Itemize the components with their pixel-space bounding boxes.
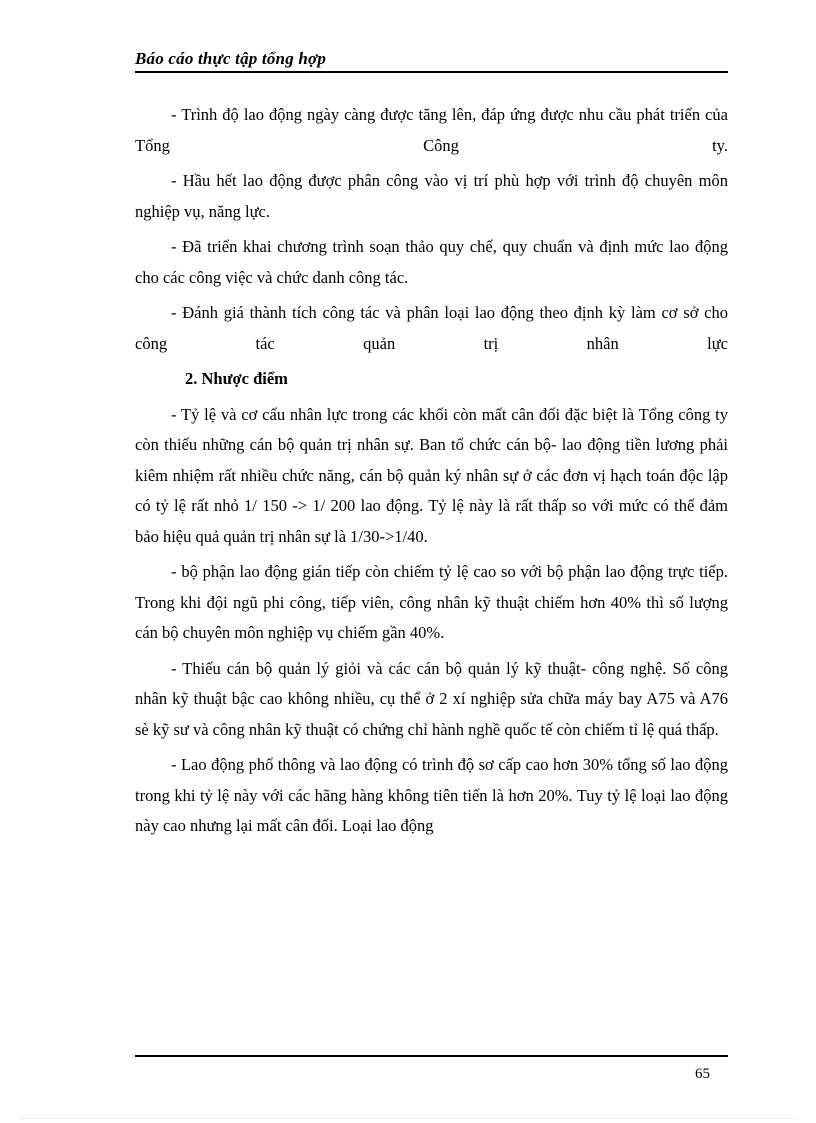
paragraph: - Thiếu cán bộ quản lý giỏi và các cán bộ quản lý kỹ thuật- công nghệ. Số công nhân kỹ thuật bậc cao không nhiều, cụ thể ở 2 xí nghiệp sửa chữa máy bay A75 và A76 sè kỹ sư và công nhân kỹ thuật có chứng chỉ hành nghề quốc tế còn chiếm tỉ lệ quá thấp.: [135, 658, 728, 739]
body-text: [135, 100, 728, 847]
section-heading: 2. Nhược điểm: [185, 369, 288, 388]
page-bottom-divider: [20, 1118, 796, 1119]
running-header-title: Báo cáo thực tập tổng hợp: [135, 49, 327, 68]
paragraph: - Hầu hết lao động được phân công vào vị trí phù hợp với trình độ chuyên môn nghiệp vụ, năng lực.: [135, 171, 728, 221]
page-number: 65: [695, 1066, 710, 1082]
header-rule: [135, 71, 728, 73]
paragraph: - Đánh giá thành tích công tác và phân loại lao động theo định kỳ làm cơ sở cho công tác quản trị nhân lực: [135, 303, 728, 353]
paragraph: - Đã triển khai chương trình soạn thảo quy chế, quy chuẩn và định mức lao động cho các công việc và chức danh công tác.: [135, 237, 728, 287]
paragraph: - bộ phận lao động gián tiếp còn chiếm tỷ lệ cao so với bộ phận lao động trực tiếp. Trong khi đội ngũ phi công, tiếp viên, công nhân kỹ thuật chiếm hơn 40% thì số lượng cán bộ chuyên môn nghiệp vụ chiếm gần 40%.: [135, 562, 728, 642]
paragraph: - Lao động phổ thông và lao động có trình độ sơ cấp cao hơn 30% tổng số lao động trong khi tỷ lệ này với các hãng hàng không tiên tiến là hơn 20%. Tuy tỷ lệ loại lao động này cao nhưng lại mất cân đối. Loại lao động: [135, 755, 728, 835]
footer-rule: [135, 1055, 728, 1057]
paragraph: - Tỷ lệ và cơ cấu nhân lực trong các khối còn mất cân đối đặc biệt là Tổng công ty còn thiếu những cán bộ quản trị nhân sự. Ban tổ chức cán bộ- lao động tiền lương phải kiêm nhiệm rất nhiều chức năng, cán bộ quản ký nhân sự ở các đơn vị hạch toán độc lập có tỷ lệ rất nhỏ 1/ 150 -> 1/ 200 lao động. Tỷ lệ này là rất thấp so với mức có thể đảm bảo hiệu quả quản trị nhân sự là 1/30->1/40.: [135, 404, 728, 546]
paragraph: - Trình độ lao động ngày càng được tăng lên, đáp ứng được nhu cầu phát triển của Tổng Công ty.: [135, 105, 728, 155]
